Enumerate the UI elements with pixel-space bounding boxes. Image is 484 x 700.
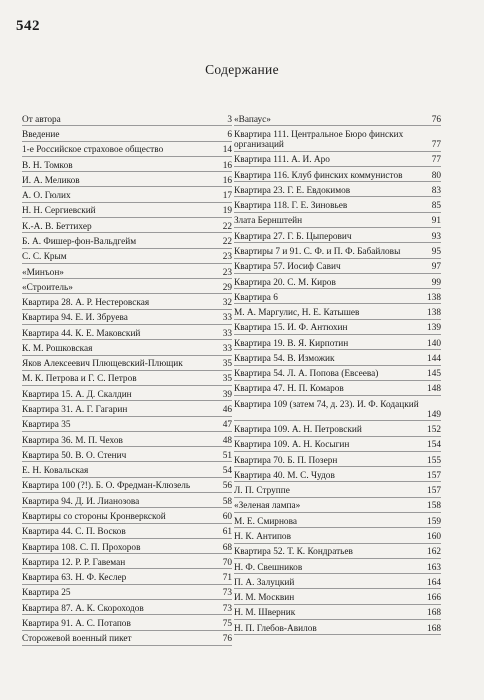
toc-entry-label: Квартира 40. М. С. Чудов [234,470,335,481]
toc-entry-page: 33 [222,328,232,339]
toc-entry [234,243,441,258]
toc-entry [234,335,441,350]
toc-entry [22,600,232,615]
toc-entry-label: Н. Н. Сергиевский [22,206,96,217]
toc-entry [234,452,441,467]
toc-entry-label: Квартира 6 [234,292,278,303]
toc-entry-page: 16 [222,160,232,171]
toc-entry-page: 99 [431,277,441,288]
toc-entry [234,421,441,436]
toc-entry [234,467,441,482]
toc-entry-page: 168 [427,623,441,634]
toc-entry [22,401,232,416]
toc-entry-page: 32 [222,298,232,309]
toc-entry-page: 29 [222,282,232,293]
toc-entry-page: 60 [222,512,232,522]
toc-entry [22,279,232,294]
toc-entry-label: Введение [22,129,60,140]
page-number: 542 [16,18,40,34]
toc-entry-page: 23 [222,267,232,278]
toc-entry-label: К. М. Рошковская [22,343,93,354]
toc-entry-page: 33 [222,343,232,354]
toc-entry-label: Квартира 25 [22,588,71,599]
toc-left-column [22,111,232,646]
toc-entry-label: К.-А. В. Беттихер [22,221,92,232]
toc-entry [234,396,441,421]
toc-entry-label: Яков Алексеевич Плющевский-Плющик [22,359,183,370]
toc-entry-label: Квартира 70. Б. П. Позерн [234,455,338,466]
toc-entry-label: Б. А. Фишер-фон-Вальдгейм [22,236,137,247]
toc-entry-page: 68 [222,542,232,553]
toc-entry [234,559,441,574]
toc-entry [22,203,232,218]
toc-entry-page: 162 [427,547,441,558]
toc-entry-label: Квартира 54. В. Изможик [234,353,335,364]
toc-entry-label: А. О. Гюлих [22,191,71,202]
toc-entry [234,126,441,151]
toc-entry [234,350,441,365]
toc-entry [234,304,441,319]
toc-entry-label: Квартира 109 (затем 74, д. 23). И. Ф. Кодацкий [234,399,419,410]
page-title: Содержание [205,62,279,77]
toc-entry-page: 159 [427,516,441,527]
toc-entry-page: 54 [222,466,232,477]
toc-entry [234,528,441,543]
toc-entry [22,294,232,309]
toc-entry-page: 168 [427,608,441,619]
toc-entry-label: «Вапаус» [234,114,271,125]
toc-entry-page: 76 [431,114,441,125]
toc-entry-page: 71 [222,573,232,584]
toc-entry-label: 1-е Российское страховое общество [22,145,164,156]
toc-entry-page: 155 [427,455,441,466]
toc-entry [22,218,232,233]
toc-entry-page: 163 [427,562,441,573]
toc-entry-label: Квартира 31. А. Г. Гагарин [22,405,128,416]
toc-entry-label: Квартира 52. Т. К. Кондратьев [234,547,353,558]
toc-entry-label: Н. Ф. Свешников [234,562,303,573]
toc-entry [22,554,232,569]
toc-entry-label: Квартира 100 (?!). Б. О. Фредман-Клюзель [22,481,191,492]
toc-entry-label: От автора [22,114,61,125]
toc-entry [234,111,441,126]
toc-entry-label: Квартира 15. А. Д. Скалдин [22,389,132,400]
toc-entry-label: Квартира 118. Г. Е. Зиновьев [234,201,348,212]
toc-entry-page: 145 [427,369,441,380]
toc-entry-label: Квартира 111. Центральное Бюро финских [234,129,404,140]
toc-entry-page: 48 [222,435,232,446]
toc-entry-page: 164 [427,577,441,588]
toc-entry [22,447,232,462]
toc-entry [22,111,232,126]
toc-entry [22,631,232,646]
toc-entry [22,615,232,630]
toc-entry [22,356,232,371]
toc-entry-label: Квартира 47. Н. П. Комаров [234,384,344,395]
toc-entry-label-continued [234,410,424,420]
toc-entry-label: Квартира 109. А. Н. Петровский [234,425,362,436]
toc-entry [22,508,232,523]
toc-entry-page: 166 [427,593,441,604]
toc-entry [234,574,441,589]
toc-entry-page: 76 [222,634,232,645]
toc-entry-page: 157 [427,486,441,497]
toc-entry [234,228,441,243]
toc-entry-page: 144 [427,353,441,364]
toc-entry-label: Квартира 36. М. П. Чехов [22,435,123,446]
toc-entry-page: 70 [222,557,232,568]
toc-entry-label: С. С. Крым [22,252,67,263]
toc-entry-page: 83 [431,185,441,196]
toc-entry-label: Квартира 12. Р. Р. Гавеман [22,557,126,568]
toc-entry-page: 139 [427,323,441,334]
toc-entry [234,259,441,274]
toc-entry [234,605,441,620]
toc-entry-page: 152 [427,425,441,436]
toc-entry [234,167,441,182]
toc-entry [234,289,441,304]
toc-entry-label: Е. Н. Ковальская [22,466,89,477]
toc-entry [22,157,232,172]
toc-entry-page: 46 [222,405,232,416]
toc-entry [234,274,441,289]
toc-entry-label: Квартира 20. С. М. Киров [234,277,336,288]
toc-entry-page: 158 [427,501,441,512]
toc-entry-page: 35 [222,359,232,370]
toc-entry-label: М. А. Маргулис, Н. Е. Катышев [234,308,360,319]
toc-entry-page: 58 [222,496,232,507]
toc-entry-label: Злата Бернштейн [234,216,303,227]
toc-entry-page: 97 [431,262,441,273]
toc-entry-page: 35 [222,374,232,385]
toc-entry-page: 17 [222,191,232,202]
toc-entry-label: Квартира 54. Л. А. Попова (Евсеева) [234,369,379,380]
toc-entry [22,172,232,187]
toc-entry-page: 80 [431,170,441,181]
toc-entry-label: «Зеленая лампа» [234,501,301,512]
toc-entry-page: 23 [222,252,232,263]
toc-entry-page: 22 [222,221,232,232]
toc-entry-label: Квартира 23. Г. Е. Евдокимов [234,185,351,196]
toc-entry [22,187,232,202]
toc-entry-label: Квартира 91. А. С. Потапов [22,618,131,629]
toc-entry-page: 61 [222,527,232,538]
toc-entry-page: 148 [427,384,441,395]
toc-entry-page: 154 [427,440,441,451]
toc-entry-page: 85 [431,201,441,212]
toc-entry-page: 6 [227,129,232,140]
toc-entry-page: 95 [431,246,441,257]
toc-entry-label: Квартира 108. С. П. Прохоров [22,542,141,553]
toc-entry [22,386,232,401]
toc-entry-label: Н. М. Шверник [234,608,296,619]
toc-entry-page: 16 [222,175,232,186]
toc-entry-page: 51 [222,450,232,461]
toc-entry [234,482,441,497]
toc-entry [22,569,232,584]
toc-entry-label: Квартира 27. Г. Б. Цыперович [234,231,352,242]
toc-entry-label: В. Н. Томков [22,160,73,171]
toc-entry-label: «Минъон» [22,267,64,278]
toc-entry-label: Квартира 57. Иосиф Савич [234,262,341,273]
toc-entry-label: Сторожевой военный пикет [22,634,132,645]
toc-entry-label: М. Е. Смирнова [234,516,297,527]
toc-entry-page: 93 [431,231,441,242]
toc-entry-page: 91 [431,216,441,227]
toc-entry-label: Квартира 15. И. Ф. Антюхин [234,323,348,334]
toc-entry [22,264,232,279]
toc-entry-page: 77 [431,139,441,150]
toc-entry-page: 160 [427,532,441,542]
toc-entry-page: 157 [427,470,441,481]
toc-entry-page: 33 [222,313,232,324]
toc-entry-page: 138 [427,292,441,303]
toc-entry-page: 73 [222,603,232,614]
toc-entry [22,340,232,355]
toc-entry-page: 47 [222,420,232,431]
toc-entry [234,513,441,528]
toc-entry-page: 149 [427,409,441,420]
toc-entry-label: Квартира 116. Клуб финских коммунистов [234,170,403,181]
toc-entry-label: Квартира 63. Н. Ф. Кеслер [22,573,127,584]
toc-entry-label: Н. П. Глебов-Авилов [234,623,317,634]
toc-entry-label: Н. К. Антипов [234,532,291,542]
toc-entry-label: Квартиры 7 и 91. С. Ф. и П. Ф. Бабайловы [234,246,401,257]
toc-entry [22,432,232,447]
toc-entry-label: Квартира 109. А. Н. Косыгин [234,440,350,451]
toc-entry-label: Квартира 94. Е. И. Збруева [22,313,128,324]
toc-entry [22,478,232,493]
toc-entry-page: 75 [222,618,232,629]
toc-entry-page: 140 [427,338,441,349]
toc-entry [22,524,232,539]
toc-entry [234,589,441,604]
toc-entry-label: «Строитель» [22,282,73,293]
toc-entry-page: 138 [427,308,441,319]
toc-entry [234,544,441,559]
toc-entry-label: М. К. Петрова и Г. С. Петров [22,374,137,385]
toc-entry [22,325,232,340]
toc-entry-label: П. А. Залуцкий [234,577,295,588]
toc-entry [22,539,232,554]
toc-entry-label: Квартира 35 [22,420,71,431]
toc-entry-page: 73 [222,588,232,599]
toc-entry-page: 77 [431,155,441,166]
toc-entry-page: 14 [222,145,232,156]
toc-entry-label: Квартира 87. А. К. Скороходов [22,603,144,614]
toc-entry [22,310,232,325]
toc-entry [234,213,441,228]
toc-entry-label: Квартира 111. А. И. Аро [234,155,330,166]
toc-entry [234,182,441,197]
toc-entry [234,197,441,212]
toc-entry [22,493,232,508]
toc-entry [234,437,441,452]
toc-entry [234,366,441,381]
toc-entry-label: Квартира 50. В. О. Стенич [22,450,127,461]
toc-entry-page: 56 [222,481,232,492]
toc-entry-page: 39 [222,389,232,400]
toc-entry-page: 19 [222,206,232,217]
toc-right-column [234,111,441,635]
toc-entry [234,320,441,335]
toc-entry [22,585,232,600]
toc-entry-label: Квартира 19. В. Я. Кирпотин [234,338,349,349]
toc-entry [234,381,441,396]
toc-entry [22,249,232,264]
toc-entry [22,462,232,477]
toc-entry-label: И. А. Меликов [22,175,80,186]
toc-entry-label-continued: организаций [234,139,284,150]
toc-entry-label: И. М. Москвин [234,593,295,604]
toc-entry-label: Квартира 44. С. П. Восков [22,527,126,538]
toc-entry [234,498,441,513]
toc-entry [22,371,232,386]
toc-entry [22,417,232,432]
toc-entry-label: Квартира 28. А. Р. Нестеровская [22,298,150,309]
toc-entry-page: 22 [222,236,232,247]
toc-entry [22,142,232,157]
toc-entry [234,152,441,167]
toc-entry [234,620,441,635]
toc-entry-label: Квартира 94. Д. И. Лианозова [22,496,140,507]
toc-entry [22,233,232,248]
toc-entry-label: Квартиры со стороны Кронверкской [22,512,166,522]
toc-entry-label: Л. П. Струппе [234,486,290,497]
toc-entry [22,126,232,141]
toc-entry-page: 3 [227,114,232,125]
toc-entry-label: Квартира 44. К. Е. Маковский [22,328,141,339]
